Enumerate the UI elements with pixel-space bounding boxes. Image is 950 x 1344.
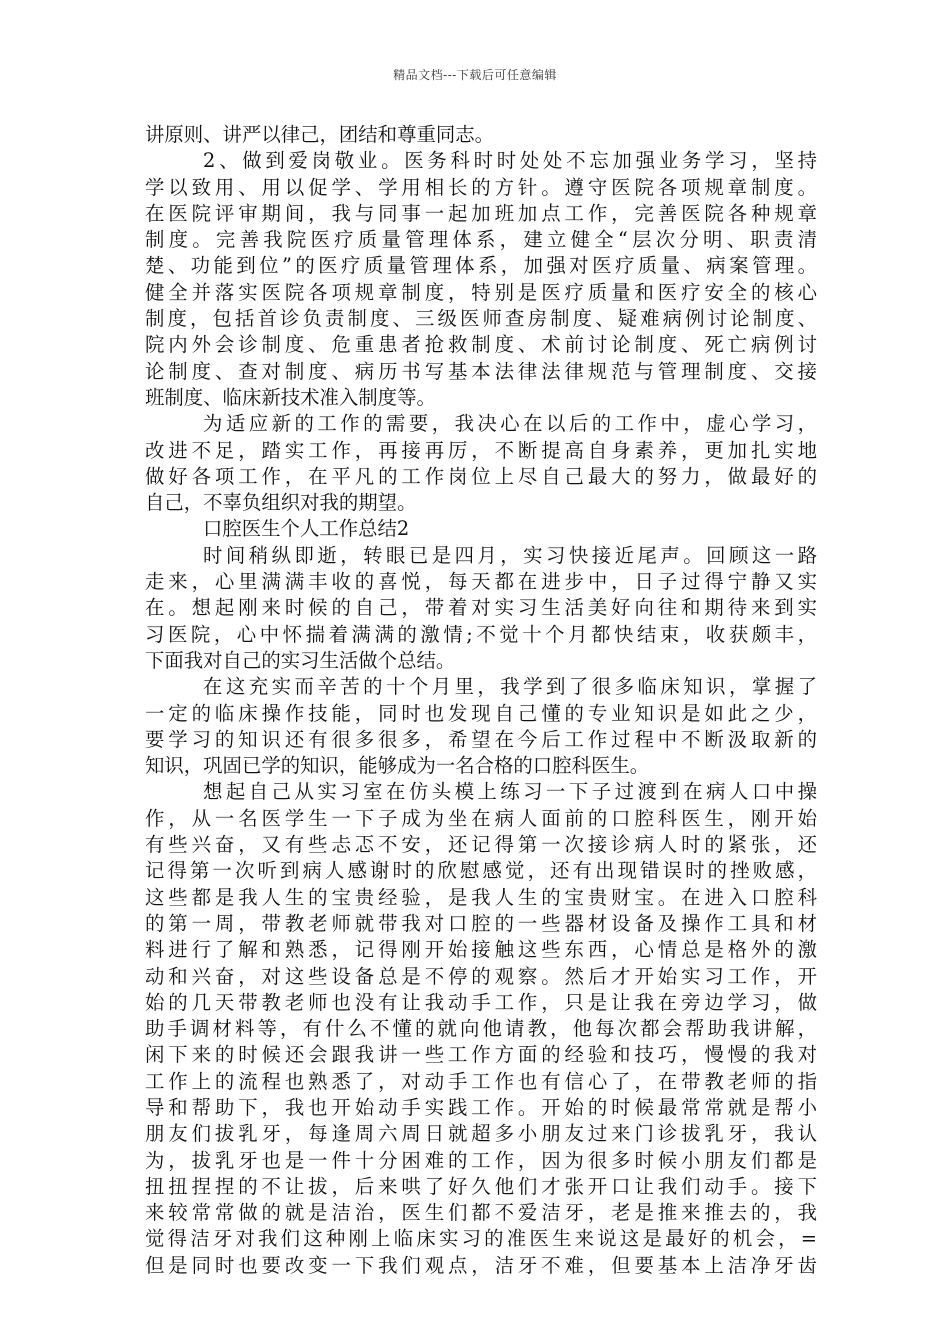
text-line: 始的几天带教老师也没有让我动手工作，只是让我在旁边学习，做	[145, 990, 817, 1014]
text-line: 导和帮助下，我也开始动手实践工作。开始的时候最常常就是帮小	[145, 1095, 817, 1119]
text-line: 在。想起刚来时候的自己，带着对实习生活美好向往和期待来到实	[145, 596, 817, 620]
text-line: 料进行了解和熟悉，记得刚开始接触这些东西，心情总是格外的激	[145, 938, 817, 962]
text-line: 时间稍纵即逝，转眼已是四月，实习快接近尾声。回顾这一路	[203, 543, 817, 567]
text-line: 在这充实而辛苦的十个月里，我学到了很多临床知识，掌握了	[203, 675, 817, 699]
text-line: 有些兴奋，又有些忐忑不安，还记得第一次接诊病人时的紧张，还	[145, 833, 817, 857]
text-line: 在医院评审期间，我与同事一起加班加点工作，完善医院各种规章	[145, 201, 817, 225]
text-line: 下面我对自己的实习生活做个总结。	[145, 648, 456, 672]
text-line: 楚、功能到位”的医疗质量管理体系，加强对医疗质量、病案管理。	[145, 254, 817, 278]
text-line: 习医院，心中怀揣着满满的激情;不觉十个月都快结束，收获颇丰，	[145, 622, 817, 646]
text-line: 院内外会诊制度、危重患者抢救制度、术前讨论制度、死亡病例讨	[145, 333, 817, 357]
text-line: 为，拔乳牙也是一件十分困难的工作，因为很多时候小朋友们都是	[145, 1148, 817, 1172]
text-line: 学以致用、用以促学、学用相长的方针。遵守医院各项规章制度。	[145, 175, 817, 199]
text-line: 班制度、临床新技术准入制度等。	[145, 385, 436, 409]
text-line: 健全并落实医院各项规章制度，特别是医疗质量和医疗安全的核心	[145, 280, 817, 304]
text-line: 助手调材料等，有什么不懂的就向他请教，他每次都会帮助我讲解，	[145, 1017, 817, 1041]
text-line: 讲原则、讲严以律己，团结和尊重同志。	[145, 123, 495, 146]
text-line: 这些都是我人生的宝贵经验，是我人生的宝贵财宝。在进入口腔科	[145, 885, 817, 909]
document-body	[145, 122, 817, 1279]
text-line: 为适应新的工作的需要，我决心在以后的工作中，虚心学习，	[203, 412, 817, 436]
text-line: 走来，心里满满丰收的喜悦，每天都在进步中，日子过得宁静又实	[145, 570, 817, 594]
text-line: 制度。完善我院医疗质量管理体系，建立健全“层次分明、职责清	[145, 228, 817, 252]
text-line: 想起自己从实习室在仿头模上练习一下子过渡到在病人口中操	[203, 780, 817, 804]
text-line: 论制度、查对制度、病历书写基本法律法律规范与管理制度、交接	[145, 359, 817, 383]
text-line: 记得第一次听到病人感谢时的欣慰感觉，还有出现错误时的挫败感，	[145, 859, 817, 883]
text-line: 扭扭捏捏的不让拔，后来哄了好久他们才张开口让我们动手。接下	[145, 1174, 817, 1198]
text-line: 口腔医生个人工作总结2	[203, 517, 410, 541]
text-line: 动和兴奋，对这些设备总是不停的观察。然后才开始实习工作，开	[145, 964, 817, 988]
text-line: 要学习的知识还有很多很多，希望在今后工作过程中不断汲取新的	[145, 727, 817, 751]
text-line: 觉得洁牙对我们这种刚上临床实习的准医生来说这是最好的机会，=	[145, 1227, 817, 1251]
text-line: 朋友们拔乳牙，每逢周六周日就超多小朋友过来门诊拔乳牙，我认	[145, 1122, 817, 1146]
text-line: 知识，巩固已学的知识，能够成为一名合格的口腔科医生。	[145, 754, 650, 778]
text-line: 改进不足，踏实工作，再接再厉，不断提高自身素养，更加扎实地	[145, 438, 817, 462]
text-line: 做好各项工作，在平凡的工作岗位上尽自己最大的努力，做最好的	[145, 464, 817, 488]
running-header: 精品文档---下载后可任意编辑	[393, 68, 557, 82]
text-line: 一定的临床操作技能，同时也发现自己懂的专业知识是如此之少，	[145, 701, 817, 725]
text-line: 闲下来的时候还会跟我讲一些工作方面的经验和技巧，慢慢的我对	[145, 1043, 817, 1067]
text-line: 自己，不辜负组织对我的期望。	[145, 491, 417, 515]
text-line: 制度，包括首诊负责制度、三级医师查房制度、疑难病例讨论制度、	[145, 307, 817, 331]
text-line: 2、做到爱岗敬业。医务科时时处处不忘加强业务学习，坚持	[203, 149, 817, 173]
text-line: 来较常常做的就是洁治，医生们都不爱洁牙，老是推来推去的，我	[145, 1201, 817, 1225]
text-line: 作，从一名医学生一下子成为坐在病人面前的口腔科医生，刚开始	[145, 806, 817, 830]
text-line: 工作上的流程也熟悉了，对动手工作也有信心了，在带教老师的指	[145, 1069, 817, 1093]
text-line: 但是同时也要改变一下我们观点，洁牙不难，但要基本上洁净牙齿	[145, 1253, 817, 1277]
text-line: 的第一周，带教老师就带我对口腔的一些器材设备及操作工具和材	[145, 911, 817, 935]
